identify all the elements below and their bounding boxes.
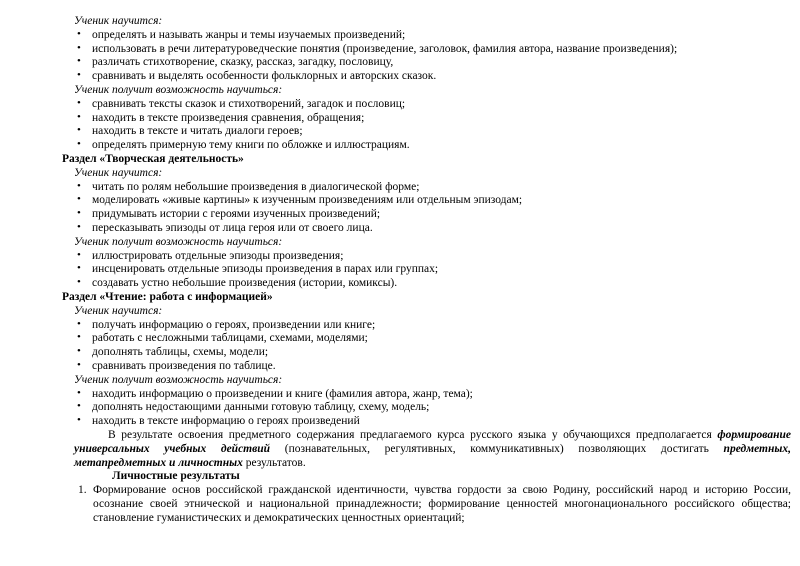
list-item <box>74 98 791 112</box>
subsection-heading: Ученик научится: <box>74 15 163 27</box>
document-content <box>62 15 791 525</box>
item-number: 1. <box>78 484 87 497</box>
bullet-icon: • <box>77 414 81 427</box>
list-item <box>74 346 791 360</box>
item-text: Формирование основ российской гражданской идентичности, чувства гордости за свою Родину, российский народ и историю России, осознание своей этнической и национальной принадлежности; формирование ценностей многонационального российского общества; становление гуманистических и демократических ценностных ориентаций; <box>93 484 791 524</box>
list-item-text: читать по ролям небольшие произведения в диалогической форме; <box>92 180 420 193</box>
list-item-text: находить в тексте и читать диалоги героев; <box>92 125 303 138</box>
list-item-text: получать информацию о героях, произведении или книге; <box>92 318 376 331</box>
text-run: предметных, метапредметных и личностных <box>74 442 791 469</box>
bullet-list <box>74 29 791 84</box>
bullet-icon: • <box>77 345 81 358</box>
list-item-text: пересказывать эпизоды от лица героя или от своего лица. <box>92 221 373 234</box>
list-item <box>74 56 791 70</box>
subsection-heading: Ученик получит возможность научиться: <box>74 83 283 96</box>
results-heading: Личностные результаты <box>112 470 240 483</box>
bullet-icon: • <box>77 262 81 275</box>
list-item <box>74 332 791 346</box>
subsection-heading: Ученик получит возможность научиться: <box>74 373 283 386</box>
bullet-icon: • <box>77 317 81 330</box>
list-item <box>74 208 791 222</box>
bullet-icon: • <box>77 358 81 371</box>
bullet-icon: • <box>77 96 81 109</box>
bullet-icon: • <box>77 331 81 344</box>
bullet-icon: • <box>77 276 81 289</box>
bullet-list <box>74 98 791 153</box>
list-item <box>74 250 791 264</box>
bullet-icon: • <box>77 69 81 82</box>
list-item <box>74 125 791 139</box>
subsection-heading: Ученик научится: <box>74 304 163 317</box>
section-heading: Раздел «Творческая деятельность» <box>62 152 244 165</box>
list-item <box>74 401 791 415</box>
subsection-heading: Ученик получит возможность научиться: <box>74 235 283 248</box>
bullet-icon: • <box>77 55 81 68</box>
list-item <box>74 139 791 153</box>
list-item-text: определять примерную тему книги по обложке и иллюстрациям. <box>92 139 410 152</box>
list-item-text: различать стихотворение, сказку, рассказ, загадку, пословицу, <box>92 56 394 69</box>
text-run: В результате освоения предметного содержания предлагаемого курса русского языка у обучающихся предполагается <box>108 428 718 441</box>
bullet-icon: • <box>77 124 81 137</box>
text-run: (познавательных, регулятивных, коммуникативных) позволяющих достигать <box>270 442 724 455</box>
list-item <box>74 112 791 126</box>
bullet-icon: • <box>77 110 81 123</box>
list-item <box>74 43 791 57</box>
list-item-text: использовать в речи литературоведческие понятия (произведение, заголовок, фамилия автора, название произведения); <box>92 42 678 55</box>
bullet-icon: • <box>77 207 81 220</box>
list-item-text: определять и называть жанры и темы изучаемых произведений; <box>92 28 406 41</box>
paragraph <box>74 429 791 470</box>
list-item-text: иллюстрировать отдельные эпизоды произведения; <box>92 249 344 262</box>
list-item <box>74 360 791 374</box>
numbered-item <box>74 484 791 525</box>
subsection-heading: Ученик научится: <box>74 166 163 179</box>
bullet-list <box>74 250 791 291</box>
list-item-text: сравнивать произведения по таблице. <box>92 359 276 372</box>
bullet-icon: • <box>77 386 81 399</box>
list-item-text: дополнять таблицы, схемы, модели; <box>92 346 269 359</box>
bullet-list <box>74 181 791 236</box>
list-item <box>74 415 791 429</box>
list-item-text: находить в тексте информацию о героях произведений <box>92 415 360 428</box>
list-item-text: инсценировать отдельные эпизоды произведения в парах или группах; <box>92 263 439 276</box>
list-item <box>74 277 791 291</box>
list-item-text: работать с несложными таблицами, схемами, моделями; <box>92 332 368 345</box>
list-item-text: придумывать истории с героями изученных произведений; <box>92 208 381 221</box>
list-item-text: дополнять недостающими данными готовую таблицу, схему, модель; <box>92 401 430 414</box>
list-item-text: находить в тексте произведения сравнения, обращения; <box>92 111 365 124</box>
list-item <box>74 181 791 195</box>
bullet-list <box>74 319 791 374</box>
bullet-icon: • <box>77 179 81 192</box>
list-item <box>74 263 791 277</box>
list-item-text: сравнивать тексты сказок и стихотворений, загадок и пословиц; <box>92 97 406 110</box>
bullet-icon: • <box>77 400 81 413</box>
list-item <box>74 319 791 333</box>
list-item <box>74 70 791 84</box>
list-item-text: моделировать «живые картины» к изученным произведениям или отдельным эпизодам; <box>92 194 523 207</box>
text-run: формирование универсальных учебных действий <box>74 428 791 455</box>
list-item-text: сравнивать и выделять особенности фольклорных и авторских сказок. <box>92 70 437 83</box>
list-item-text: создавать устно небольшие произведения (истории, комиксы). <box>92 277 398 290</box>
list-item <box>74 222 791 236</box>
text-run: результатов. <box>242 456 306 469</box>
bullet-icon: • <box>77 138 81 151</box>
section-heading: Раздел «Чтение: работа с информацией» <box>62 290 273 303</box>
bullet-icon: • <box>77 220 81 233</box>
list-item-text: находить информацию о произведении и книге (фамилия автора, жанр, тема); <box>92 387 473 400</box>
bullet-icon: • <box>77 248 81 261</box>
bullet-list <box>74 388 791 429</box>
list-item <box>74 388 791 402</box>
list-item <box>74 29 791 43</box>
list-item <box>74 194 791 208</box>
bullet-icon: • <box>77 27 81 40</box>
bullet-icon: • <box>77 193 81 206</box>
bullet-icon: • <box>77 41 81 54</box>
